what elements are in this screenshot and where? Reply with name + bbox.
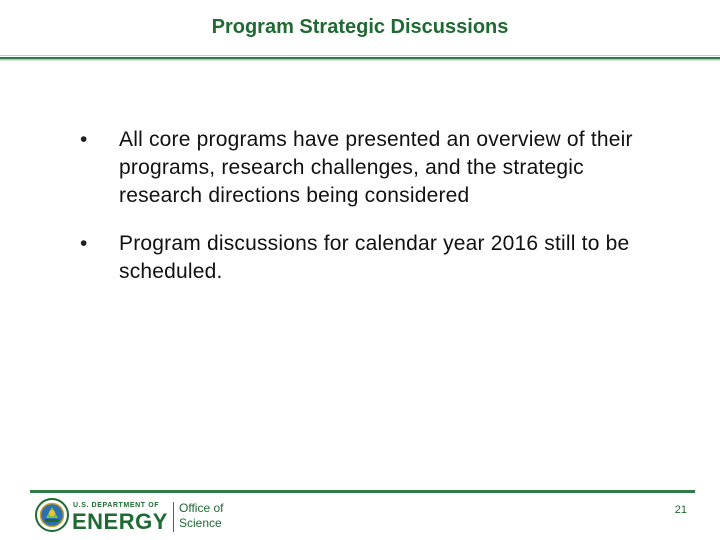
- title-divider: [0, 55, 720, 61]
- bullet-marker: •: [80, 128, 88, 151]
- bullet-item: [80, 230, 680, 286]
- bullet-text: All core programs have presented an overview of their programs, research challenges, and the strategic research directions being considered: [119, 128, 633, 207]
- office-line-1: Office of: [179, 501, 224, 515]
- bullet-list: [80, 126, 680, 306]
- department-label: U.S. DEPARTMENT OF: [73, 502, 160, 509]
- bullet-text: Program discussions for calendar year 2016 still to be scheduled.: [119, 232, 630, 283]
- page-number: 21: [674, 504, 687, 516]
- energy-wordmark: ENERGY: [72, 509, 168, 534]
- doe-office-of-science-logo: [35, 498, 235, 538]
- footer-divider: [30, 490, 695, 493]
- office-line-2: Science: [179, 516, 222, 530]
- bullet-item: [80, 126, 680, 210]
- doe-seal-icon: [35, 498, 69, 532]
- office-of-science-label: [179, 501, 223, 531]
- logo-separator: [173, 502, 174, 532]
- slide-title: Program Strategic Discussions: [211, 16, 509, 38]
- bullet-marker: •: [80, 232, 88, 255]
